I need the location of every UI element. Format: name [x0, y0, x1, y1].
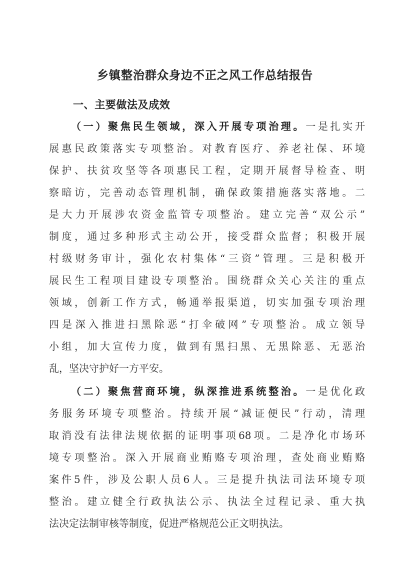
paragraph-1-line-5: 是大力开展涉农资金监管专项整治。建立完善“双公示” — [49, 210, 365, 221]
paragraph-2-lead: （二）聚焦营商环境，纵深推进系统整治。 — [71, 387, 306, 398]
paragraph-1-line-6: 制度，通过多种形式主动公开，接受群众监督；积极开展 — [49, 232, 365, 243]
paragraph-1-line-3: 保护、扶贫攻坚等各项惠民工程，定期开展督导检查、明 — [49, 166, 365, 177]
paragraph-2-line-7: 法决定法制审核等制度，促进严格规范公正文明执法。 — [49, 519, 289, 530]
paragraph-2-line-1 — [71, 386, 365, 400]
paragraph-2-line-5: 案件5件，涉及公职人员6人。三是提升执法司法环境专项 — [49, 475, 365, 486]
paragraph-2-line-3: 取消没有法律法规依据的证明事项68项。二是净化市场环 — [49, 431, 365, 442]
paragraph-1-line-10: 四是深入推进扫黑除恶“打伞破网”专项整治。成立领导 — [49, 320, 365, 331]
paragraph-1-line-7: 村级财务审计，强化农村集体“三资”管理。三是积极开 — [49, 254, 365, 265]
document-title: 乡镇整治群众身边不正之风工作总结报告 — [97, 68, 313, 82]
paragraph-1-lead: （一）聚焦民生领域，深入开展专项治理。 — [71, 122, 306, 133]
section-heading: 一、主要做法及成效 — [73, 99, 171, 111]
paragraph-2-text: 一是优化政 — [305, 387, 365, 398]
paragraph-2-line-4: 境专项整治。深入开展商业贿赂专项治理，查处商业贿赂 — [49, 453, 365, 464]
paragraph-1-line-11: 小组，加大宣传力度，做到有黑扫黑、无黑除恶、无恶治 — [49, 342, 365, 353]
paragraph-1-line-1 — [71, 121, 365, 135]
paragraph-1-line-9: 领域，创新工作方式，畅通举报渠道，切实加强专项治理 — [49, 298, 365, 309]
paragraph-2-line-2: 务服务环境专项整治。持续开展“减证便民”行动，清理 — [49, 409, 365, 420]
paragraph-1-line-12: 乱，坚决守护好一方平安。 — [49, 364, 169, 375]
paragraph-1-text: 一是扎实开 — [305, 122, 365, 133]
paragraph-1-line-8: 展民生工程项目建设专项整治。围绕群众关心关注的重点 — [49, 276, 365, 287]
paragraph-2-line-6: 整治。建立健全行政执法公示、执法全过程记录、重大执 — [49, 497, 365, 508]
paragraph-1-line-2: 展惠民政策落实专项整治。对教育医疗、养老社保、环境 — [49, 144, 365, 155]
paragraph-1-line-4: 察暗访，完善动态管理机制，确保政策措施落实落地。二 — [49, 188, 365, 199]
